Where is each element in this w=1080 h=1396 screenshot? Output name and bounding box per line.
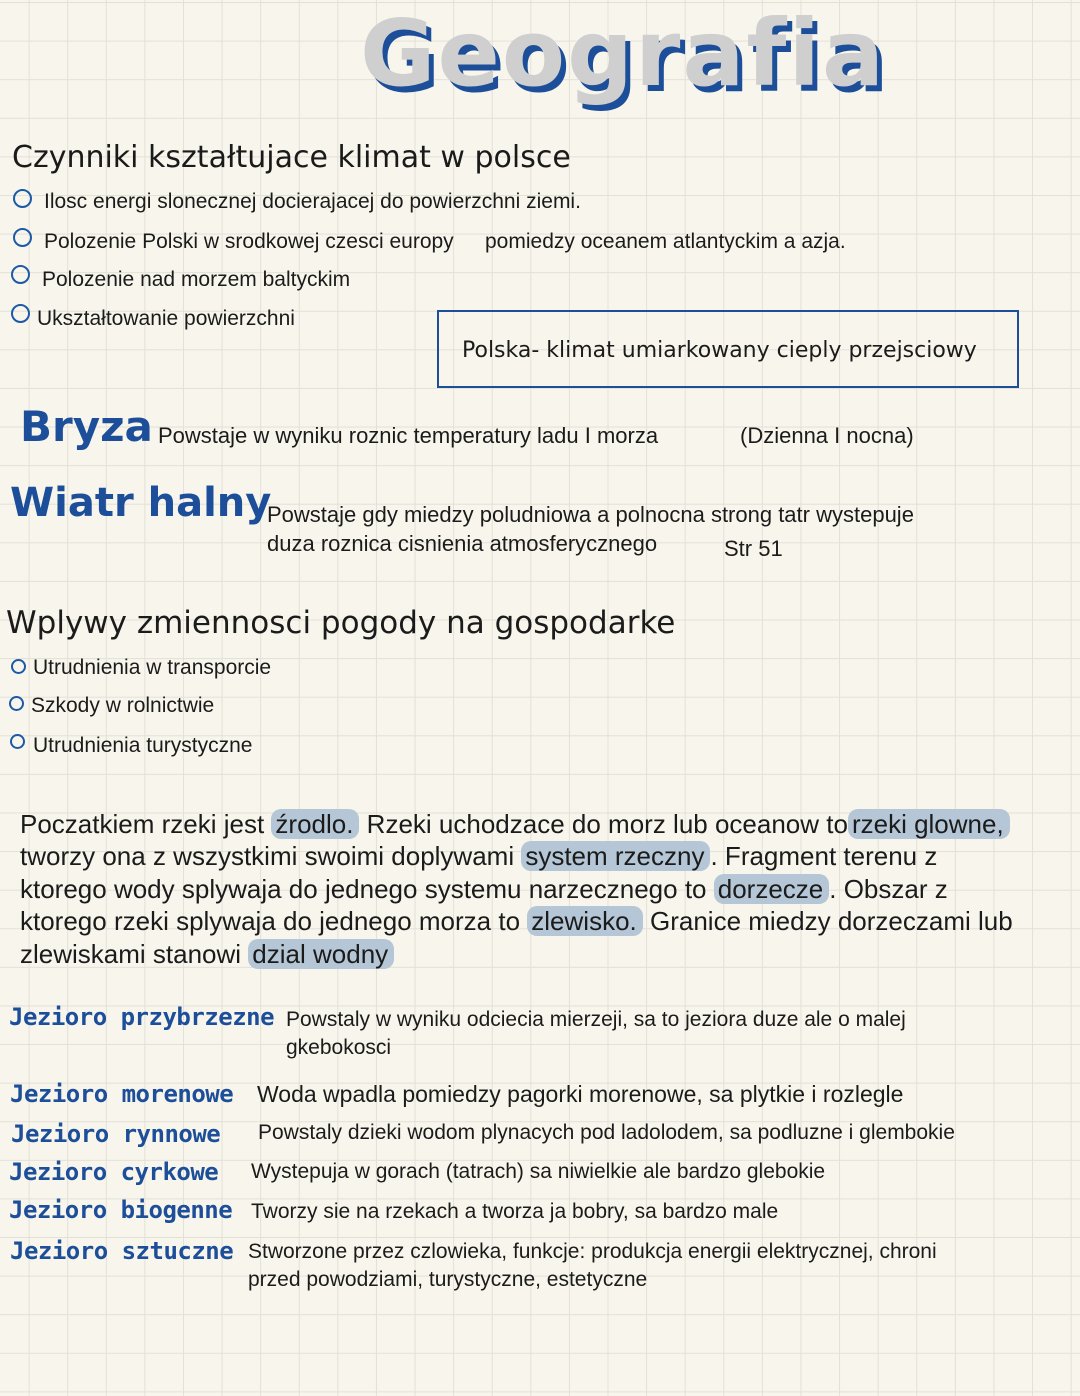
bullet-circle-icon bbox=[11, 659, 26, 674]
text: zlewiskami stanowi bbox=[20, 938, 249, 969]
text: Poczatkiem rzeki jest bbox=[20, 809, 272, 839]
text: . Fragment terenu z bbox=[710, 841, 938, 872]
highlight-zrodlo: źrodlo. bbox=[271, 809, 359, 839]
lake-desc: gkebokosci bbox=[286, 1036, 392, 1059]
text: Granice miedzy dorzeczami lub bbox=[642, 906, 1013, 937]
page-title: Geografia bbox=[360, 0, 887, 107]
bullet-circle-icon bbox=[13, 228, 32, 247]
bullet-circle-icon bbox=[9, 696, 24, 711]
climate-item-cont: pomiedzy oceanem atlantyckim a azja. bbox=[485, 230, 846, 253]
lake-name: Jezioro morenowe bbox=[10, 1080, 234, 1108]
lake-desc: Powstaly dzieki wodom plynacych pod ladolodem, sa podluzne i glembokie bbox=[258, 1121, 955, 1144]
halny-term: Wiatr halny bbox=[10, 480, 272, 526]
halny-line1: Powstaje gdy miedzy poludniowa a polnocna strong tatr wystepuje bbox=[267, 502, 914, 527]
weather-item: Szkody w rolnictwie bbox=[31, 694, 215, 717]
highlight-zlewisko: zlewisko. bbox=[527, 906, 642, 936]
highlight-system-rzeczny: system rzeczny bbox=[521, 841, 710, 871]
climate-item: Ukształtowanie powierzchni bbox=[37, 307, 295, 330]
highlight-rzeki-glowne: rzeki glowne, bbox=[848, 809, 1010, 839]
text: . Obszar z bbox=[829, 873, 948, 904]
bullet-circle-icon bbox=[10, 734, 25, 749]
lake-name: Jezioro rynnowe bbox=[11, 1120, 221, 1148]
lake-name: Jezioro przybrzezne bbox=[9, 1003, 275, 1031]
highlight-dzial-wodny: dzial wodny bbox=[248, 939, 394, 969]
lake-desc: Tworzy sie na rzekach a tworza ja bobry, sa bardzo male bbox=[251, 1200, 779, 1223]
weather-item: Utrudnienia turystyczne bbox=[33, 734, 253, 757]
weather-heading: Wplywy zmiennosci pogody na gospodarke bbox=[6, 605, 676, 641]
rivers-paragraph bbox=[20, 808, 1013, 970]
bryza-desc: Powstaje w wyniku roznic temperatury ladu I morza bbox=[158, 423, 659, 448]
bullet-circle-icon bbox=[11, 304, 30, 323]
lake-desc: Woda wpadla pomiedzy pagorki morenowe, sa plytkie i rozlegle bbox=[257, 1081, 904, 1107]
bryza-note: (Dzienna I nocna) bbox=[740, 423, 914, 448]
lake-name: Jezioro biogenne bbox=[9, 1196, 233, 1224]
bullet-circle-icon bbox=[11, 265, 30, 284]
weather-item: Utrudnienia w transporcie bbox=[33, 656, 272, 679]
highlight-dorzecze: dorzecze bbox=[714, 874, 830, 904]
halny-line2: duza roznica cisnienia atmosferycznego bbox=[267, 531, 658, 556]
lake-desc: Wystepuja w gorach (tatrach) sa niwielkie ale bardzo glebokie bbox=[251, 1160, 826, 1183]
climate-heading: Czynniki kształtujace klimat w polsce bbox=[12, 140, 571, 175]
text: ktorego rzeki splywaja do jednego morza to bbox=[20, 906, 528, 937]
lake-desc: przed powodziami, turystyczne, estetyczne bbox=[248, 1268, 648, 1291]
lake-name: Jezioro sztuczne bbox=[10, 1237, 234, 1265]
text: tworzy ona z wszystkimi swoimi doplywami bbox=[20, 841, 522, 872]
lake-name: Jezioro cyrkowe bbox=[9, 1158, 219, 1186]
bryza-term: Bryza bbox=[20, 402, 153, 451]
halny-ref: Str 51 bbox=[724, 536, 783, 561]
climate-box-text: Polska- klimat umiarkowany cieply przejsciowy bbox=[462, 338, 977, 363]
climate-item: Ilosc energi slonecznej docierajacej do powierzchni ziemi. bbox=[44, 190, 581, 213]
climate-item: Polozenie Polski w srodkowej czesci europy bbox=[44, 230, 454, 253]
lake-desc: Powstaly w wyniku odciecia mierzeji, sa to jeziora duze ale o malej bbox=[286, 1008, 906, 1031]
text: Rzeki uchodzace do morz lub oceanow to bbox=[359, 809, 848, 839]
bullet-circle-icon bbox=[13, 189, 32, 208]
text: ktorego wody splywaja do jednego systemu narzecznego to bbox=[20, 873, 714, 904]
climate-item: Polozenie nad morzem baltyckim bbox=[42, 268, 351, 291]
lake-desc: Stworzone przez czlowieka, funkcje: produkcja energii elektrycznej, chroni bbox=[248, 1240, 937, 1263]
